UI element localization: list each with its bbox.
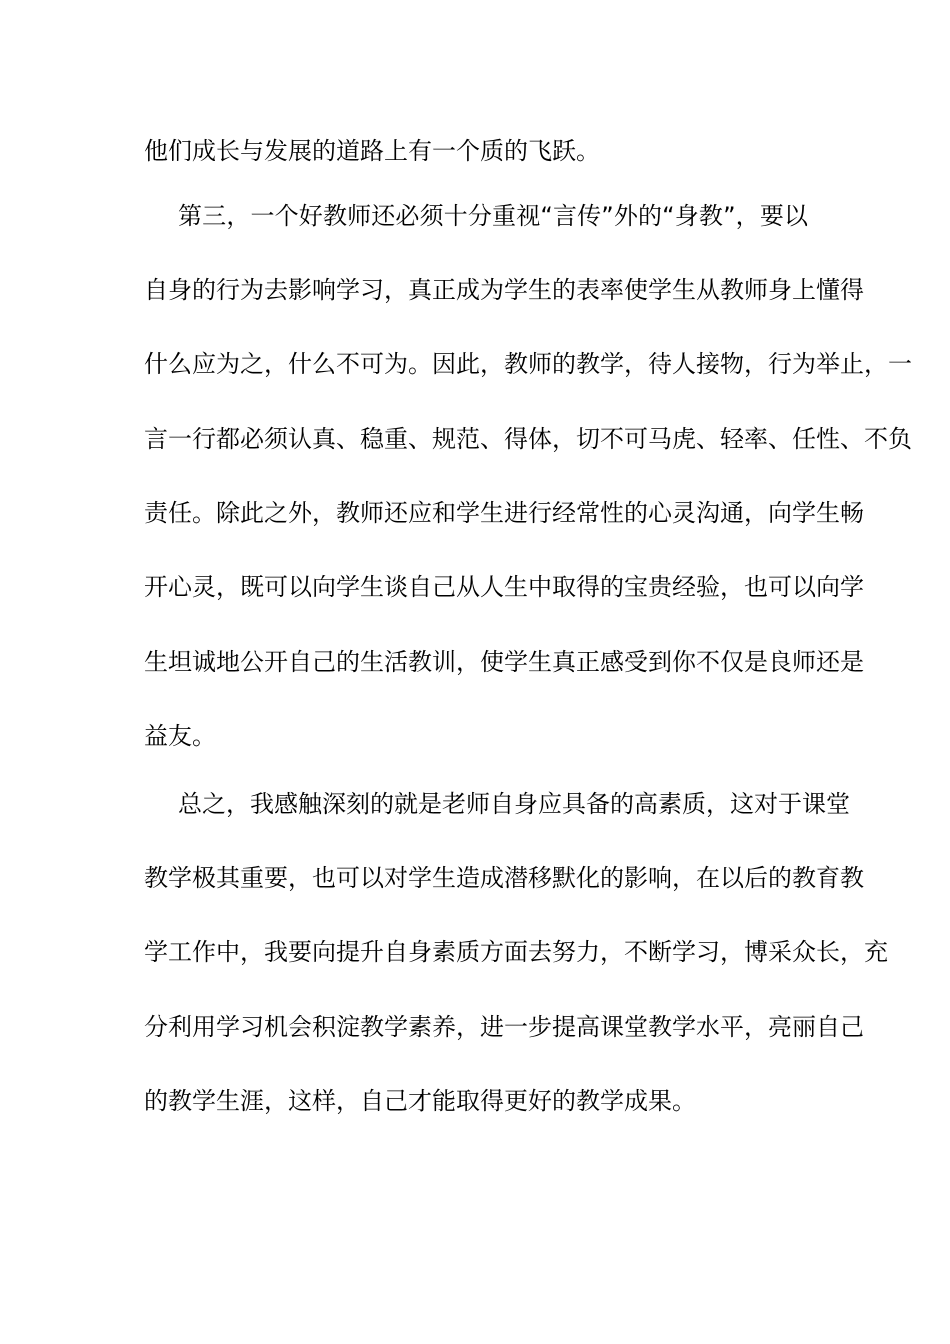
text-line: 他们成长与发展的道路上有一个质的飞跃。 [144,137,600,165]
paragraph-start-line: 总之，我感触深刻的就是老师自身应具备的高素质，这对于课堂 [178,790,850,818]
text-line: 生坦诚地公开自己的生活教训，使学生真正感受到你不仅是良师还是 [144,648,864,676]
text-line: 的教学生涯，这样，自己才能取得更好的教学成果。 [144,1087,696,1115]
text-line: 分利用学习机会积淀教学素养，进一步提高课堂教学水平，亮丽自己 [144,1013,864,1041]
text-line: 教学极其重要，也可以对学生造成潜移默化的影响，在以后的教育教 [144,864,864,892]
text-line: 责任。除此之外，教师还应和学生进行经常性的心灵沟通，向学生畅 [144,499,864,527]
text-line: 什么应为之，什么不可为。因此，教师的教学，待人接物，行为举止，一 [144,350,912,378]
text-line: 益友。 [144,722,216,750]
paragraph-start-line: 第三，一个好教师还必须十分重视“言传”外的“身教”，要以 [178,202,808,230]
text-line: 自身的行为去影响学习，真正成为学生的表率使学生从教师身上懂得 [144,276,864,304]
text-line: 开心灵，既可以向学生谈自己从人生中取得的宝贵经验，也可以向学 [144,573,864,601]
text-line: 学工作中，我要向提升自身素质方面去努力，不断学习，博采众长，充 [144,938,888,966]
text-line: 言一行都必须认真、稳重、规范、得体，切不可马虎、轻率、任性、不负 [144,425,912,453]
